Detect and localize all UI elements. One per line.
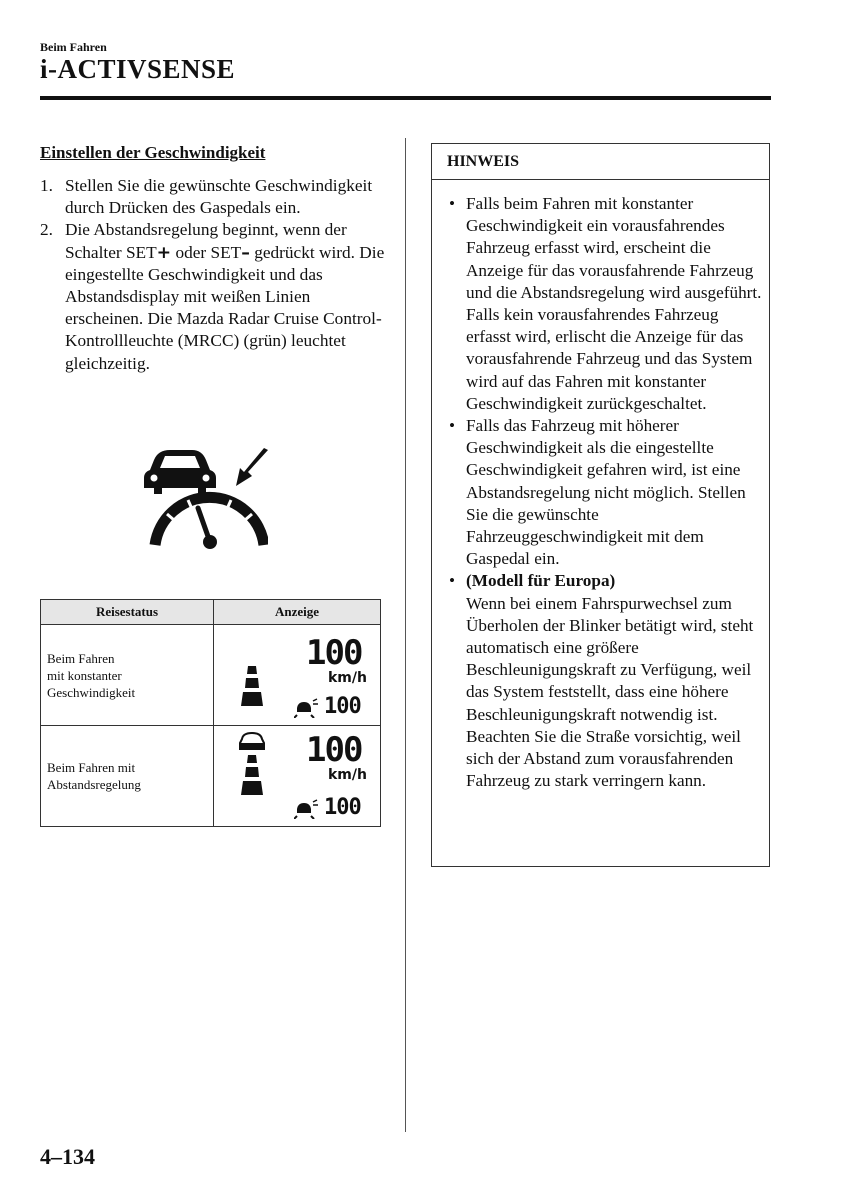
note-text: Falls beim Fahren mit konstanter Geschwindigkeit ein vorausfahrendes Fahrzeug erfasst wird, erscheint die Anzeige für das vorausfahrende Fahrzeug und die Abstandsregelung wird ausgeführt. Falls kein vorausfahrendes Fahrzeug erfasst wird, erlischt die Anzeige für das vorausfahrende Fahrzeug und das System wird auf das Fahren mit konstanter Geschwindigkeit zurückgeschaltet. (466, 194, 762, 413)
bullet: • (449, 571, 456, 591)
radar-cruise-icon (294, 698, 318, 718)
page-title: i-ACTIVSENSE (40, 54, 236, 84)
set-speed: 100 (324, 694, 361, 719)
set-speed: 100 (324, 795, 361, 820)
speed-unit: km/h (328, 767, 367, 783)
note-text: Wenn bei einem Fahrspurwechsel zum Überholen der Blinker betätigt wird, steht automatisch eine größere Beschleunigungskraft zu Verfügung, weil das System feststellt, dass eine höhere Beschleunigungskraft notwendig ist. Beachten Sie die Straße vorsichtig, weil sich der Abstand zum vorausfahrenden Fahrzeug zu stark verringern kann. (466, 593, 754, 791)
left-column (40, 143, 385, 375)
step-text: Stellen Sie die gewünschte Geschwindigkeit durch Drücken des Gaspedals ein. (65, 176, 373, 218)
bullet: • (449, 416, 456, 436)
section-heading: Einstellen der Geschwindigkeit (40, 143, 266, 162)
step-item (40, 219, 385, 374)
step-number: 2. (40, 220, 53, 240)
section-label: Beim Fahren (40, 40, 107, 54)
status-line: Beim Fahren mit (47, 760, 136, 775)
step-text: oder SET (171, 242, 242, 262)
status-cell (41, 625, 214, 726)
status-table (40, 599, 381, 827)
mrcc-indicator-icon (140, 448, 268, 552)
note-item (432, 415, 769, 570)
column-header: Reisestatus (41, 600, 214, 625)
note-list (432, 180, 769, 792)
note-box (431, 143, 770, 867)
note-bold-heading: (Modell für Europa) (466, 571, 616, 591)
step-item (40, 175, 385, 219)
table-row (41, 625, 381, 726)
note-text: Falls das Fahrzeug mit höherer Geschwindigkeit als die eingestellte Geschwindigkeit gefahren wird, ist eine Abstandsregelung nicht möglich. Stellen Sie die gewünschte Fahrzeuggeschwindigkeit mit dem Gaspedal ein. (466, 416, 746, 569)
title-rule (40, 96, 771, 100)
column-header: Anzeige (214, 600, 381, 625)
status-line: Geschwindigkeit (47, 684, 136, 700)
note-title: HINWEIS (432, 144, 769, 180)
status-cell (41, 726, 214, 827)
status-line: Abstandsregelung (47, 777, 141, 792)
minus-symbol: – (241, 242, 250, 263)
note-item (432, 193, 769, 415)
current-speed: 100 (306, 633, 362, 673)
display-cell (214, 726, 381, 827)
display-cell (214, 625, 381, 726)
status-line: mit konstanter (47, 667, 122, 683)
plus-symbol: + (156, 242, 172, 263)
cruise-display (218, 729, 380, 823)
step-number: 1. (40, 176, 53, 195)
page-number: 4–134 (40, 1144, 95, 1169)
note-item (432, 570, 769, 792)
status-line: Beim Fahren (47, 650, 115, 666)
step-text: Die Abstandsregelung beginnt, wenn der Schalter SET (65, 220, 347, 262)
step-text: gedrückt wird. Die eingestellte Geschwindigkeit und das Abstandsdisplay mit weißen Linien erscheinen. Die Mazda Radar Cruise Control-Kontrollleuchte (MRCC) (grün) leuchtet gleichzeitig. (65, 242, 385, 373)
bullet: • (449, 194, 456, 213)
speed-unit: km/h (328, 670, 367, 686)
column-divider (405, 138, 406, 1132)
current-speed: 100 (306, 730, 362, 770)
table-row (41, 726, 381, 827)
cruise-display (218, 628, 380, 722)
radar-cruise-icon (294, 799, 318, 819)
steps-list (40, 175, 385, 375)
